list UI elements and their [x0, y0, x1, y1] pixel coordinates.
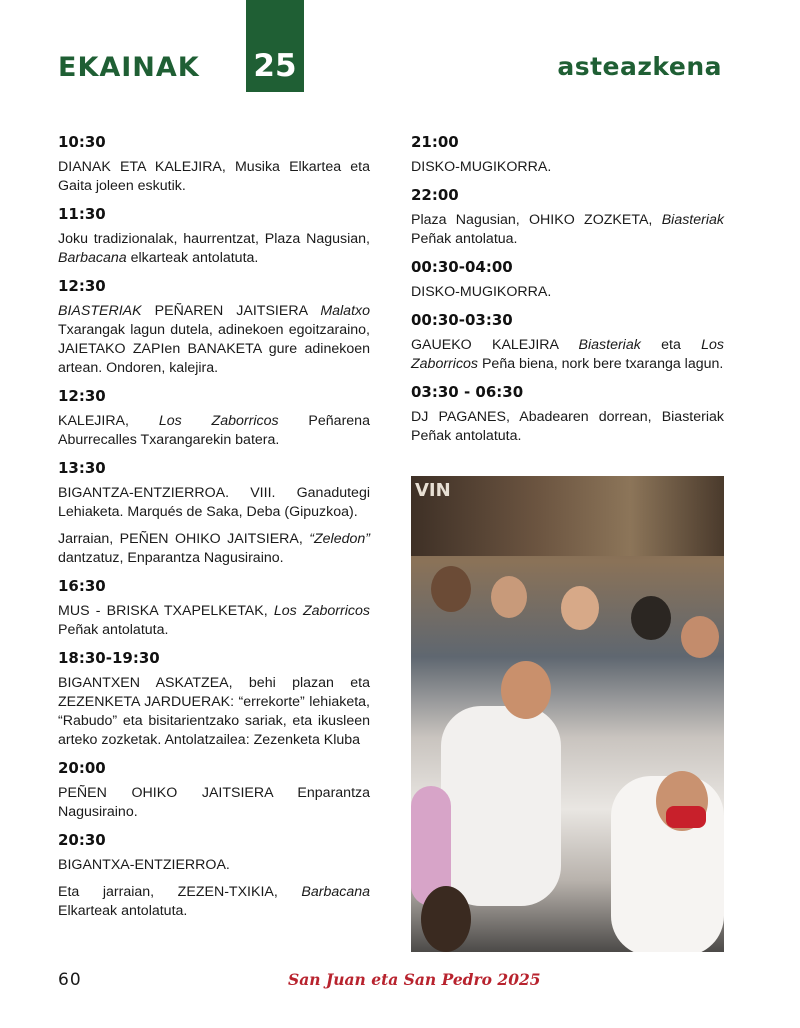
crowd-head	[431, 566, 471, 612]
event-description	[411, 211, 724, 249]
event-description-italic: Los Zaborricos	[273, 603, 370, 619]
schedule-right-column	[411, 132, 724, 454]
event-time: 22:00	[411, 186, 459, 204]
event-time: 03:30 - 06:30	[411, 383, 524, 401]
event-description-italic: Barbacana	[58, 250, 127, 266]
event-time: 16:30	[58, 577, 106, 595]
event-description-text: BIGANTXEN ASKATZEA, behi plazan eta ZEZENKETA JARDUERAK: “errekorte” lehiaketa, “Rabudo” eta bisitarientzako sariak, eta ikusleen arteko zozketak. Antolatzailea: Zezenketa Kluba	[58, 675, 370, 748]
event-description-text: Elkarteak antolatuta.	[58, 903, 188, 919]
event-description	[58, 784, 370, 822]
event-description	[58, 158, 370, 196]
event-description-italic: Biasteriak	[661, 212, 724, 228]
crowd-scarf	[666, 806, 706, 828]
footer-title: San Juan eta San Pedro 2025	[288, 970, 541, 989]
event-time: 13:30	[58, 459, 106, 477]
crowd-head	[491, 576, 527, 618]
event-description	[58, 412, 370, 450]
event-description-italic: Malatxo	[320, 303, 370, 319]
shop-facade	[411, 476, 724, 556]
event-description-text: PEÑEN OHIKO JAITSIERA Enparantza Nagusiraino.	[58, 785, 370, 820]
crowd-head	[631, 596, 671, 640]
event-time: 18:30-19:30	[58, 649, 160, 667]
event-description-text: Txarangak lagun dutela, adinekoen egoitzaraino, JAIETAKO ZAPIen BANAKETA gure adinekoen artean. Ondoren, kalejira.	[58, 322, 370, 376]
schedule-left-column	[58, 132, 370, 929]
event-description-text: DIANAK ETA KALEJIRA, Musika Elkartea eta Gaita joleen eskutik.	[58, 159, 370, 194]
event-description-text: PEÑAREN JAITSIERA	[141, 303, 321, 319]
event-description	[58, 302, 370, 378]
event-description-italic: “Zeledon”	[309, 531, 370, 547]
header-day: 25	[253, 48, 297, 84]
event-description-italic: Los Zaborricos	[411, 337, 724, 372]
event-time: 12:30	[58, 277, 106, 295]
event-description-text: Peñak antolatua.	[411, 231, 518, 247]
event-description-italic: Biasteriak	[578, 337, 641, 353]
event-time: 00:30-03:30	[411, 311, 513, 329]
crowd-head	[421, 886, 471, 952]
page-number: 60	[58, 970, 82, 990]
event-time: 20:00	[58, 759, 106, 777]
event-description	[58, 530, 370, 568]
event-description	[58, 602, 370, 640]
event-description-text: Eta jarraian, ZEZEN-TXIKIA,	[58, 884, 302, 900]
event-time: 21:00	[411, 133, 459, 151]
event-description	[411, 408, 724, 446]
crowd-shirt	[441, 706, 561, 906]
event-description-text: BIGANTZA-ENTZIERROA. VIII. Ganadutegi Lehiaketa. Marqués de Saka, Deba (Gipuzkoa).	[58, 485, 370, 520]
event-description-text: Plaza Nagusian, OHIKO ZOZKETA,	[411, 212, 662, 228]
event-description-text: DISKO-MUGIKORRA.	[411, 284, 552, 300]
event-time: 12:30	[58, 387, 106, 405]
shop-sign: VIN	[415, 480, 451, 501]
event-description	[58, 674, 370, 750]
event-description	[58, 883, 370, 921]
event-description	[411, 283, 724, 302]
event-description	[411, 336, 724, 374]
event-time: 00:30-04:00	[411, 258, 513, 276]
event-description-text: Joku tradizionalak, haurrentzat, Plaza Nagusian,	[58, 231, 370, 247]
event-description-text: GAUEKO KALEJIRA	[411, 337, 579, 353]
event-description-text: Peñarena Aburrecalles Txarangarekin batera.	[58, 413, 370, 448]
event-description-text: elkarteak antolatuta.	[126, 250, 259, 266]
event-description-text: KALEJIRA,	[58, 413, 159, 429]
event-description-text: Jarraian, PEÑEN OHIKO JAITSIERA,	[58, 531, 310, 547]
event-description-text: BIGANTXA-ENTZIERROA.	[58, 857, 230, 873]
event-description-text: Peña biena, nork bere txaranga lagun.	[478, 356, 724, 372]
crowd-head	[681, 616, 719, 658]
header-weekday: asteazkena	[557, 52, 722, 81]
event-description	[58, 230, 370, 268]
crowd-head	[561, 586, 599, 630]
header-month: EKAINAK	[58, 52, 200, 83]
header-day-box	[246, 0, 304, 92]
event-description-italic: BIASTERIAK	[58, 303, 142, 319]
event-description-text: Peñak antolatuta.	[58, 622, 169, 638]
event-time: 11:30	[58, 205, 106, 223]
event-description	[58, 856, 370, 875]
festival-crowd-photo	[411, 476, 724, 952]
event-description	[58, 484, 370, 522]
event-time: 20:30	[58, 831, 106, 849]
event-description-text: DISKO-MUGIKORRA.	[411, 159, 552, 175]
event-description-text: DJ PAGANES, Abadearen dorrean, Biasteriak Peñak antolatuta.	[411, 409, 724, 444]
event-description-italic: Los Zaborricos	[158, 413, 279, 429]
event-description-italic: Barbacana	[301, 884, 370, 900]
event-description-text: MUS - BRISKA TXAPELKETAK,	[58, 603, 274, 619]
event-description-text: eta	[640, 337, 702, 353]
event-description-text: dantzatuz, Enparantza Nagusiraino.	[58, 550, 284, 566]
event-time: 10:30	[58, 133, 106, 151]
crowd-head	[501, 661, 551, 719]
crowd	[411, 556, 724, 952]
event-description	[411, 158, 724, 177]
